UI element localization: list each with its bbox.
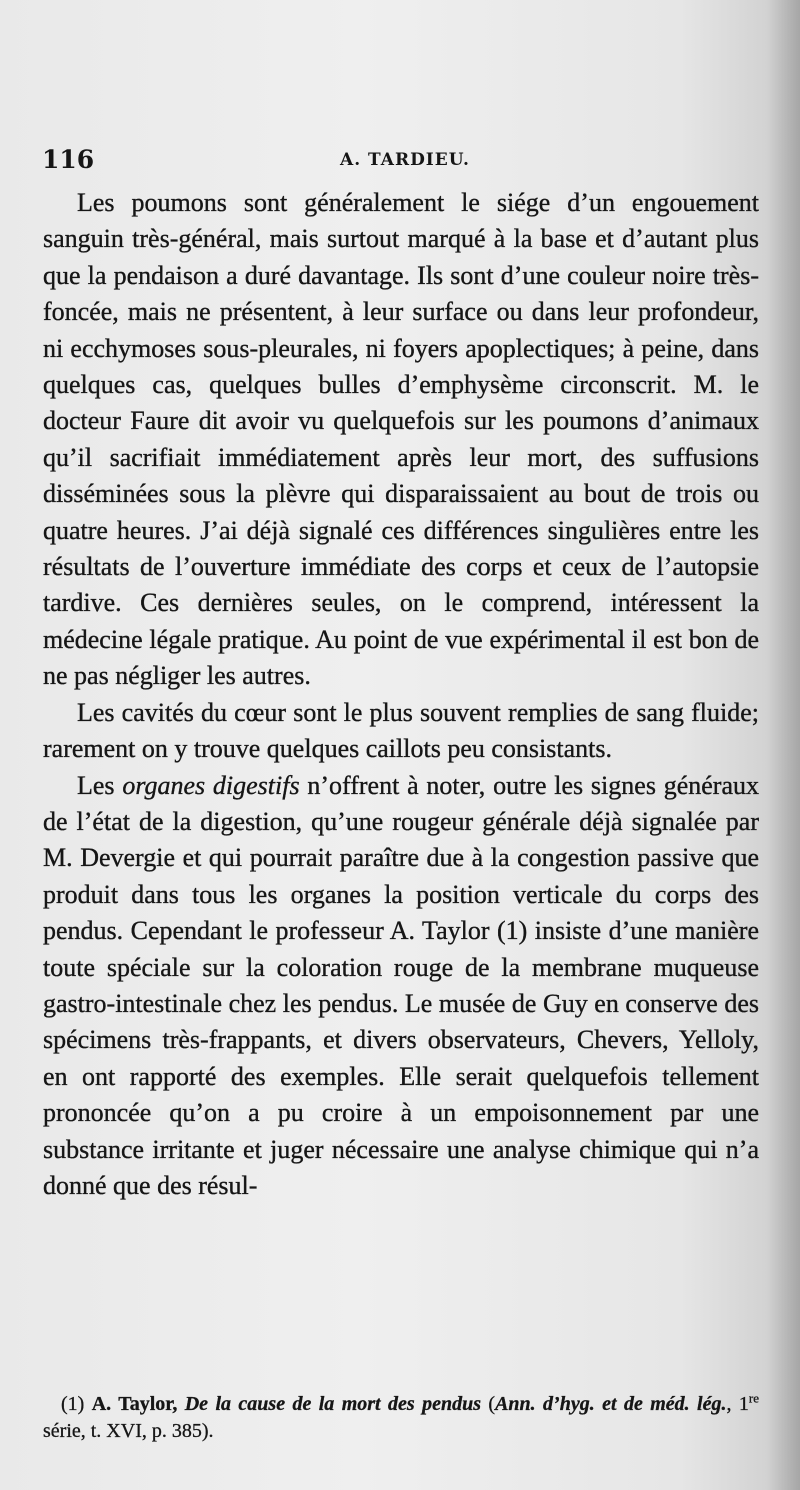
page-edge-shadow bbox=[766, 0, 800, 1490]
emphasis-organes-digestifs: organes digestifs bbox=[122, 770, 300, 800]
paragraph-digestive-end: n’offrent à noter, outre les signes généraux de l’état de la digestion, qu’une rougeur générale déjà signalée par M. Devergie et qui pourrait paraître due à la congestion passive que produit dans tous les organes la position verticale du corps des pendus. Cependant le professeur A. Taylor (1) insiste d’une manière toute spéciale sur la coloration rouge de la membrane muqueuse gastro-intestinale chez les pendus. Le musée de Guy en conserve des spécimens très-frappants, et divers observateurs, Chevers, Yelloly, en ont rapporté des exemples. Elle serait quelquefois tellement prononcée qu’on a pu croire à un empoisonnement par une substance irritante et juger nécessaire une analyse chimique qui n’a donné que des résul- bbox=[43, 770, 759, 1200]
footnote-series-sup: re bbox=[748, 1390, 760, 1406]
footnote-series-number: , 1 bbox=[726, 1393, 749, 1415]
page-number: 116 bbox=[42, 145, 95, 174]
paragraph-digestive-start: Les bbox=[77, 770, 123, 800]
footnote-journal: Ann. d’hyg. et de méd. lég. bbox=[495, 1393, 727, 1415]
footnote bbox=[43, 1391, 759, 1445]
footnote-title: De la cause de la mort des pendus bbox=[184, 1393, 481, 1415]
page-header bbox=[42, 145, 758, 181]
footnote-author: A. Taylor, bbox=[91, 1393, 178, 1415]
paragraph-digestive-organs bbox=[43, 768, 759, 1205]
footnote-citation-rest: série, t. XVI, p. 385). bbox=[43, 1420, 214, 1442]
running-head: A. TARDIEU. bbox=[340, 150, 470, 170]
body-text bbox=[43, 185, 759, 1204]
footnote-journal-open: ( bbox=[488, 1393, 496, 1415]
footnote-marker: (1) bbox=[61, 1393, 85, 1415]
paragraph-heart: Les cavités du cœur sont le plus souvent remplies de sang fluide; rarement on y trouve quelques caillots peu consistants. bbox=[43, 697, 759, 764]
paragraph-lungs: Les poumons sont généralement le siége d’un engouement sanguin très-général, mais surtout marqué à la base et d’autant plus que la pendaison a duré davantage. Ils sont d’une couleur noire très-foncée, mais ne présentent, à leur surface ou dans leur profondeur, ni ecchymoses sous-pleurales, ni foyers apoplectiques; à peine, dans quelques cas, quelques bulles d’emphysème circonscrit. M. le docteur Faure dit avoir vu quelquefois sur les poumons d’animaux qu’il sacrifiait immédiatement après leur mort, des suffusions disséminées sous la plèvre qui disparaissaient au bout de trois ou quatre heures. J’ai déjà signalé ces différences singulières entre les résultats de l’ouverture immédiate des corps et ceux de l’autopsie tardive. Ces dernières seules, on le comprend, intéressent la médecine légale pratique. Au point de vue expérimental il est bon de ne pas négliger les autres. bbox=[43, 188, 759, 691]
